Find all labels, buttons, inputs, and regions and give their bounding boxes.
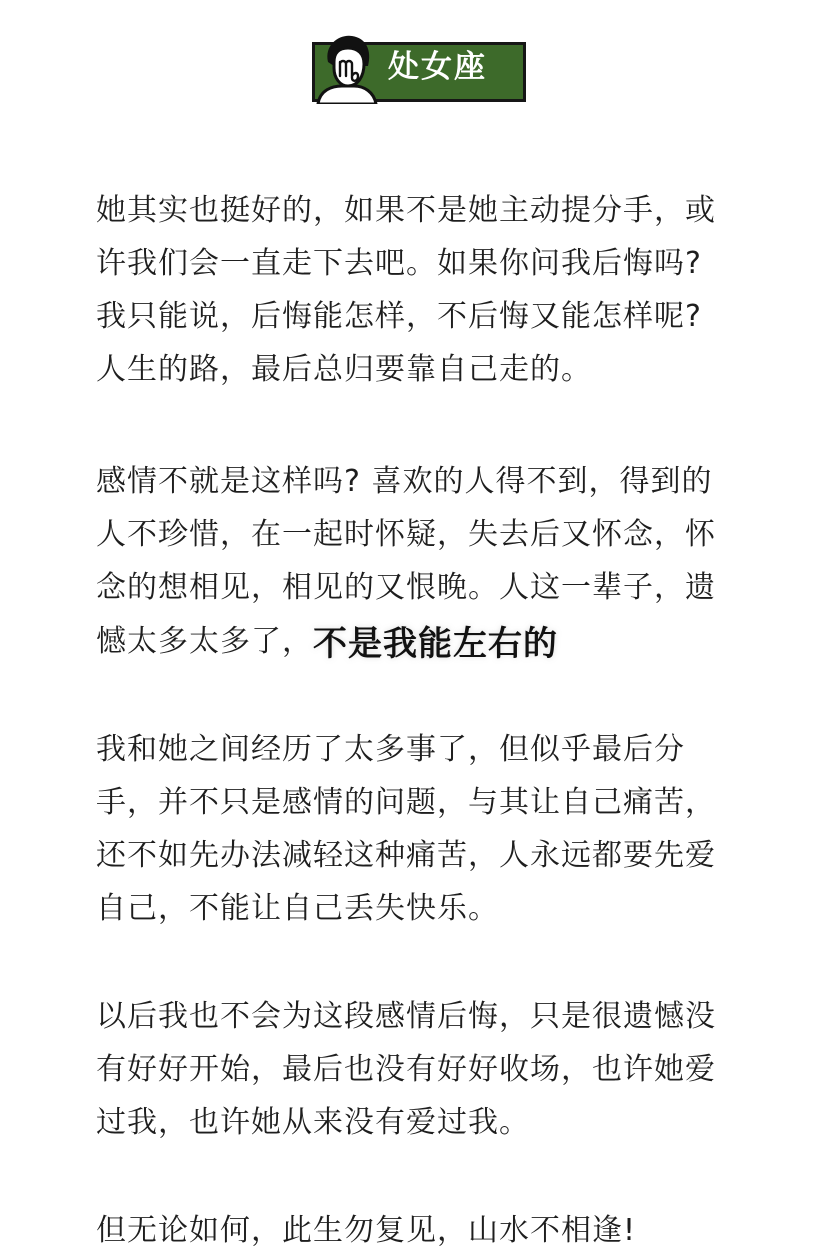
text-line: 以后我也不会为这段感情后悔，只是很遗憾没 <box>96 999 716 1034</box>
virgo-figure-icon <box>314 32 378 104</box>
text-fragment: 憾太多太多了， <box>96 624 313 659</box>
text-line: 感情不就是这样吗? 喜欢的人得不到，得到的 <box>96 464 713 499</box>
text-line: 我和她之间经历了太多事了，但似乎最后分 <box>96 732 685 767</box>
text-line-with-caption <box>96 614 736 668</box>
text-line: 我只能说，后悔能怎样，不后悔又能怎样呢? <box>96 299 702 334</box>
video-caption-overlay: 不是我能左右的 <box>313 624 558 664</box>
text-line: 过我，也许她从来没有爱过我。 <box>96 1105 530 1140</box>
text-line: 念的想相见，相见的又恨晚。人这一辈子，遗 <box>96 570 716 605</box>
paragraph-5 <box>96 1204 736 1257</box>
text-line: 人不珍惜，在一起时怀疑，失去后又怀念，怀 <box>96 517 716 552</box>
paragraph-2 <box>96 455 736 668</box>
text-line: 还不如先办法减轻这种痛苦，人永远都要先爱 <box>96 838 716 873</box>
text-line: 但无论如何，此生勿复见，山水不相逢! <box>96 1213 637 1248</box>
text-line: 手，并不只是感情的问题，与其让自己痛苦， <box>96 785 716 820</box>
text-line: 人生的路，最后总归要靠自己走的。 <box>96 352 592 387</box>
text-line: 自己，不能让自己丢失快乐。 <box>96 891 499 926</box>
zodiac-header-badge <box>312 38 528 104</box>
paragraph-1 <box>96 184 736 396</box>
text-line: 有好好开始，最后也没有好好收场，也许她爱 <box>96 1052 716 1087</box>
text-line: 许我们会一直走下去吧。如果你问我后悔吗? <box>96 246 702 281</box>
badge-title: 处女座 <box>388 49 487 85</box>
paragraph-4 <box>96 990 736 1149</box>
paragraph-3 <box>96 723 736 935</box>
text-line: 她其实也挺好的，如果不是她主动提分手，或 <box>96 193 716 228</box>
